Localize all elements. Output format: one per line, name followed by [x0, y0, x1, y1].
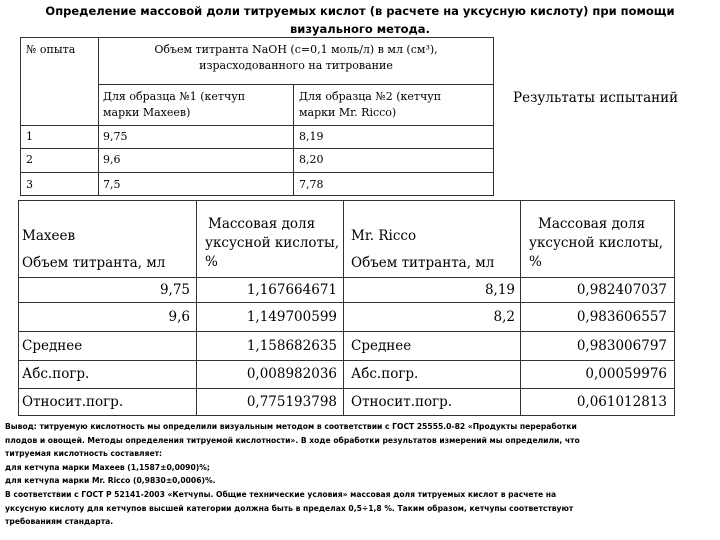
- fraction-header-2-line-2: уксусной кислоты,: [529, 235, 664, 251]
- mean-label-2: Среднее: [351, 338, 412, 354]
- row-2-volume-2: 8,2: [493, 309, 515, 325]
- conclusion-line: Вывод: титруемую кислотность мы определили визуальным методом в соответствии с ГОСТ 25555.0-82 «Продукты переработки: [5, 422, 577, 431]
- conclusion-line: В соответствии с ГОСТ Р 52141-2003 «Кетчупы. Общие технические условия» массовая доля титруемых кислот в расчете на: [5, 489, 557, 499]
- abs-error-label-1: Абс.погр.: [22, 366, 90, 382]
- row-1-volume-1: 9,75: [159, 282, 190, 298]
- fraction-header-2-line-3: %: [529, 254, 542, 270]
- conclusion-line: для кетчупа марки Махеев (1,1587±0,0090)%;: [5, 462, 210, 472]
- page-title: [0, 2, 720, 38]
- volume-label-1: Объем титранта, мл: [22, 255, 166, 271]
- mean-value-1: 1,158682635: [246, 338, 337, 354]
- header-sample2-line-1: Для образца №2 (кетчуп: [299, 90, 442, 103]
- header-titrant-line-2: израсходованного на титрование: [199, 59, 393, 72]
- row-1-sample2: 8,19: [299, 130, 324, 143]
- results-heading: Результаты испытаний: [513, 90, 679, 106]
- conclusion-text: [5, 420, 717, 529]
- row-1-number: 1: [26, 130, 33, 143]
- volume-label-2: Объем титранта, мл: [351, 255, 495, 271]
- mean-label-1: Среднее: [22, 338, 83, 354]
- conclusion-line: уксусную кислоту для кетчупов высшей категории должна быть в пределах 0,5÷1,8 %. Таким образом, кетчупы соответствуют: [5, 503, 574, 513]
- row-3-number: 3: [26, 178, 33, 191]
- row-2-sample2: 8,20: [299, 153, 324, 166]
- header-titrant-line-1: Объем титранта NaOH (с=0,1 моль/л) в мл (см³),: [154, 43, 438, 56]
- rel-error-value-1: 0,775193798: [246, 394, 337, 410]
- row-2-sample1: 9,6: [103, 153, 121, 166]
- fraction-header-1-line-3: %: [205, 254, 218, 270]
- conclusion-line: для кетчупа марки Mr. Ricco (0,9830±0,0006)%.: [5, 476, 216, 486]
- mean-value-2: 0,983006797: [576, 338, 667, 354]
- rel-error-value-2: 0,061012813: [576, 394, 667, 410]
- title-line-2: визуального метода.: [290, 22, 430, 36]
- header-sample1-line-2: марки Махеев): [103, 106, 191, 119]
- brand-1-label: Махеев: [22, 228, 76, 244]
- row-2-fraction-2: 0,983606557: [576, 309, 667, 325]
- fraction-header-1-line-2: уксусной кислоты,: [205, 235, 340, 251]
- abs-error-value-1: 0,008982036: [246, 366, 337, 382]
- header-sample1-line-1: Для образца №1 (кетчуп: [103, 90, 246, 103]
- row-1-fraction-2: 0,982407037: [576, 282, 667, 298]
- row-3-sample2: 7,78: [299, 178, 324, 191]
- rel-error-label-2: Относит.погр.: [351, 394, 453, 410]
- abs-error-label-2: Абс.погр.: [351, 366, 419, 382]
- brand-2-label: Mr. Ricco: [351, 228, 417, 244]
- row-3-sample1: 7,5: [103, 178, 121, 191]
- row-1-volume-2: 8,19: [484, 282, 515, 298]
- row-2-number: 2: [26, 153, 33, 166]
- row-2-fraction-1: 1,149700599: [246, 309, 337, 325]
- row-2-volume-1: 9,6: [168, 309, 190, 325]
- fraction-header-1-line-1: Массовая доля: [208, 216, 316, 232]
- header-experiment-number: № опыта: [26, 43, 76, 56]
- title-line-1: Определение массовой доли титруемых кислот (в расчете на уксусную кислоту) при помощи: [45, 4, 675, 18]
- conclusion-line: требованиям стандарта.: [5, 517, 114, 527]
- abs-error-value-2: 0,00059976: [585, 366, 667, 382]
- conclusion-line: плодов и овощей. Методы определения титруемой кислотности». В ходе обработки результатов измерений мы определили, что: [5, 435, 580, 445]
- row-1-fraction-1: 1,167664671: [246, 282, 337, 298]
- header-sample2-line-2: марки Mr. Ricco): [299, 106, 397, 119]
- fraction-header-2-line-1: Массовая доля: [538, 216, 646, 232]
- row-1-sample1: 9,75: [103, 130, 128, 143]
- rel-error-label-1: Относит.погр.: [22, 394, 124, 410]
- conclusion-line: титруемая кислотность составляет:: [5, 449, 163, 459]
